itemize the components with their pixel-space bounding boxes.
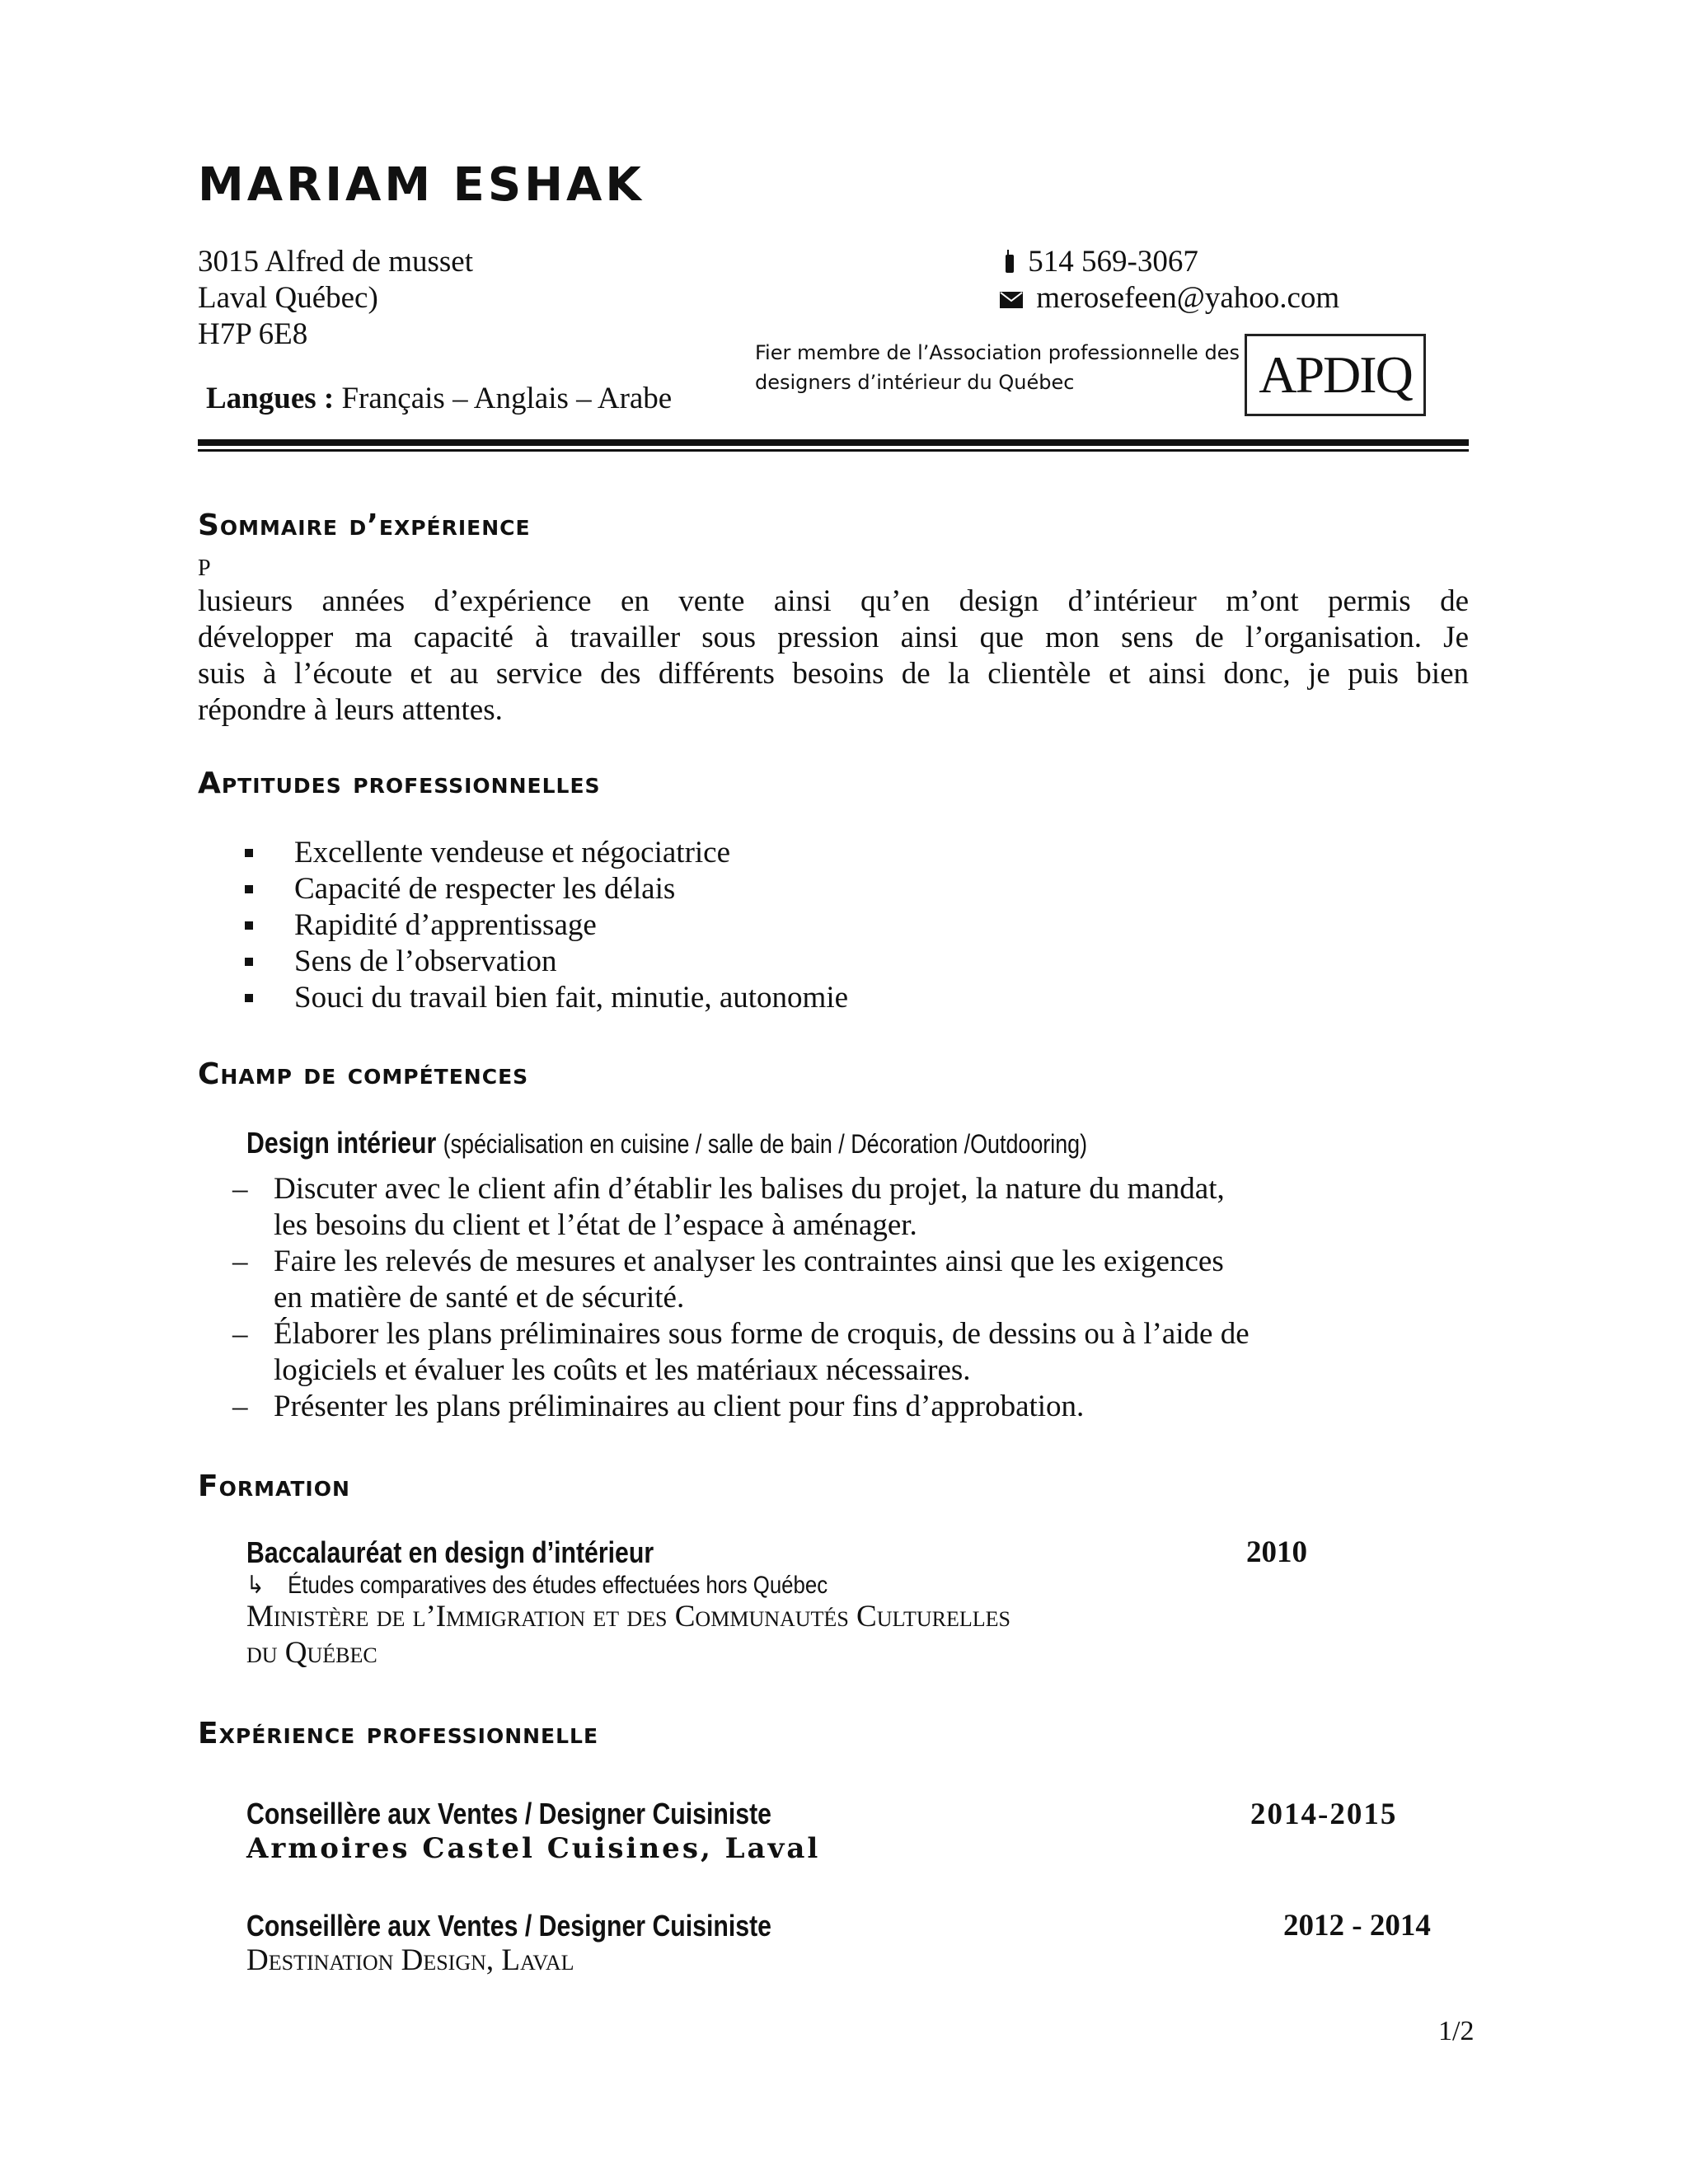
association-line-1: Fier membre de l’Association professionnelle des: [755, 341, 1240, 364]
competence-item: – Présenter les plans préliminaires au client pour fins d’approbation.: [198, 1389, 1250, 1425]
email-line: [999, 280, 1339, 316]
formation-note-text: Études comparatives des études effectuées hors Québec: [288, 1572, 828, 1599]
job-title: Conseillère aux Ventes / Designer Cuisiniste: [246, 1909, 771, 1943]
summary-line-1: lusieurs années d’expérience en vente ainsi qu’en design d’intérieur m’ont permis de: [198, 584, 1469, 618]
email-address: merosefeen@yahoo.com: [1036, 281, 1340, 315]
skill-item: Rapidité d’apprentissage: [198, 907, 848, 944]
job-years: 2012 - 2014: [1283, 1909, 1431, 1943]
summary-line-2: développer ma capacité à travailler sous pression ainsi que mon sens de l’organisation. Je: [198, 621, 1469, 654]
languages-label: Langues :: [206, 382, 335, 415]
skills-heading: Aptitudes professionnelles: [198, 766, 601, 800]
job-employer: Destination Design, Laval: [246, 1943, 574, 1977]
job-employer: Armoires Castel Cuisines, Laval: [246, 1832, 821, 1865]
competences-list: [198, 1171, 1250, 1425]
institution-line-1: Ministère de l’Immigration et des Communautés Culturelles: [246, 1600, 1010, 1633]
summary-dropcap: P: [198, 555, 211, 581]
phone-number: 514 569-3067: [1028, 245, 1198, 279]
competence-item: – Élaborer les plans préliminaires sous forme de croquis, de dessins ou à l’aide de logiciels et évaluer les coûts et les matériaux nécessaires.: [198, 1316, 1250, 1389]
languages-value: Français – Anglais – Arabe: [341, 382, 673, 415]
experience-heading: Expérience professionnelle: [198, 1717, 599, 1750]
header-divider-thin: [198, 449, 1469, 452]
languages-line: [206, 381, 672, 417]
formation-institution: [246, 1599, 1010, 1671]
summary-paragraph: [198, 583, 1469, 729]
skill-item: Sens de l’observation: [198, 944, 848, 980]
envelope-icon: [999, 280, 1029, 316]
degree-year: 2010: [1246, 1535, 1307, 1569]
address-postal-code: H7P 6E8: [198, 317, 308, 351]
institution-line-2: du Québec: [246, 1636, 377, 1670]
formation-heading: Formation: [198, 1469, 350, 1503]
apdiq-logo-text: APDIQ: [1259, 345, 1412, 404]
skills-list: [198, 835, 848, 1016]
job-years: 2014-2015: [1250, 1797, 1398, 1831]
page-number: 1/2: [1438, 2016, 1475, 2046]
address-street: 3015 Alfred de musset: [198, 245, 473, 279]
apdiq-logo: [1245, 334, 1426, 416]
competence-item: – Faire les relevés de mesures et analyser les contraintes ainsi que les exigences en matière de santé et de sécurité.: [198, 1244, 1250, 1316]
formation-note: [246, 1571, 828, 1600]
header-divider-thick: [198, 439, 1469, 446]
candidate-name: MARIAM ESHAK: [198, 158, 645, 212]
arrow-icon: ↳: [246, 1572, 265, 1599]
association-line-2: designers d’intérieur du Québec: [755, 371, 1075, 394]
address-city: Laval Québec): [198, 281, 378, 315]
skill-item: Excellente vendeuse et négociatrice: [198, 835, 848, 871]
competences-title: [246, 1126, 1087, 1160]
summary-line-4: répondre à leurs attentes.: [198, 693, 503, 727]
association-statement: [755, 338, 1240, 397]
summary-heading: Sommaire d’expérience: [198, 509, 531, 542]
job-title: Conseillère aux Ventes / Designer Cuisiniste: [246, 1797, 771, 1830]
skill-item: Capacité de respecter les délais: [198, 871, 848, 907]
competences-title-main: Design intérieur: [246, 1126, 437, 1160]
address-block: [198, 244, 473, 353]
competence-item: – Discuter avec le client afin d’établir les balises du projet, la nature du mandat, les besoins du client et l’état de l’espace à aménager.: [198, 1171, 1250, 1244]
summary-line-3: suis à l’écoute et au service des différents besoins de la clientèle et ainsi donc, je puis bien: [198, 657, 1469, 691]
phone-line: [999, 244, 1198, 280]
competences-heading: Champ de compétences: [198, 1057, 529, 1091]
degree-title: Baccalauréat en design d’intérieur: [246, 1535, 654, 1569]
skill-item: Souci du travail bien fait, minutie, autonomie: [198, 980, 848, 1016]
competences-title-note: (spécialisation en cuisine / salle de bain / Décoration /Outdooring): [443, 1129, 1088, 1159]
phone-icon: [999, 244, 1020, 280]
